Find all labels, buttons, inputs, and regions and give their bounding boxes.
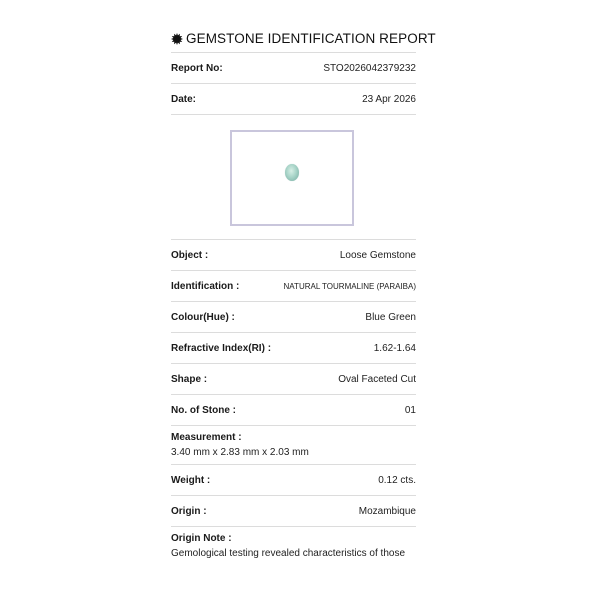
identification-value: NATURAL TOURMALINE (PARAIBA) xyxy=(283,281,416,291)
shape-label: Shape : xyxy=(171,373,208,385)
stone-count-row xyxy=(171,395,416,426)
report-no-row xyxy=(171,53,416,84)
origin-note-label: Origin Note : xyxy=(171,533,232,544)
gem-photo-frame xyxy=(230,130,354,226)
refractive-index-label: Refractive Index(RI) : xyxy=(171,342,272,354)
report-title: GEMSTONE IDENTIFICATION REPORT xyxy=(186,30,436,46)
shape-value: Oval Faceted Cut xyxy=(338,373,416,385)
measurement-block xyxy=(171,426,416,465)
origin-note-block xyxy=(171,527,416,565)
origin-label: Origin : xyxy=(171,505,207,517)
weight-row xyxy=(171,465,416,496)
shape-row xyxy=(171,364,416,395)
measurement-value: 3.40 mm x 2.83 mm x 2.03 mm xyxy=(171,447,309,458)
report-header xyxy=(171,28,436,48)
gemstone-report xyxy=(171,28,436,565)
identification-row xyxy=(171,271,416,302)
measurement-label: Measurement : xyxy=(171,432,242,443)
stone-count-value: 01 xyxy=(404,404,416,416)
report-no-label: Report No: xyxy=(171,62,223,74)
colour-row xyxy=(171,302,416,333)
object-label: Object : xyxy=(171,249,209,261)
date-label: Date: xyxy=(171,93,197,105)
origin-note-value: Gemological testing revealed characteristics of those xyxy=(171,548,406,559)
refractive-index-row xyxy=(171,333,416,364)
object-value: Loose Gemstone xyxy=(339,249,416,261)
date-value: 23 Apr 2026 xyxy=(362,93,416,105)
weight-label: Weight : xyxy=(171,474,211,486)
starburst-icon xyxy=(171,32,183,44)
object-row xyxy=(171,240,416,271)
origin-value: Mozambique xyxy=(358,505,416,517)
identification-label: Identification : xyxy=(171,280,240,292)
report-no-value: STO2026042379232 xyxy=(323,62,416,74)
refractive-index-value: 1.62-1.64 xyxy=(373,342,416,354)
colour-value: Blue Green xyxy=(365,311,416,323)
gem-photo-section xyxy=(171,115,416,240)
stone-count-label: No. of Stone : xyxy=(171,404,236,416)
origin-row xyxy=(171,496,416,527)
date-row xyxy=(171,84,416,115)
weight-value: 0.12 cts. xyxy=(378,474,416,486)
gemstone-image xyxy=(285,164,299,181)
colour-label: Colour(Hue) : xyxy=(171,311,235,323)
